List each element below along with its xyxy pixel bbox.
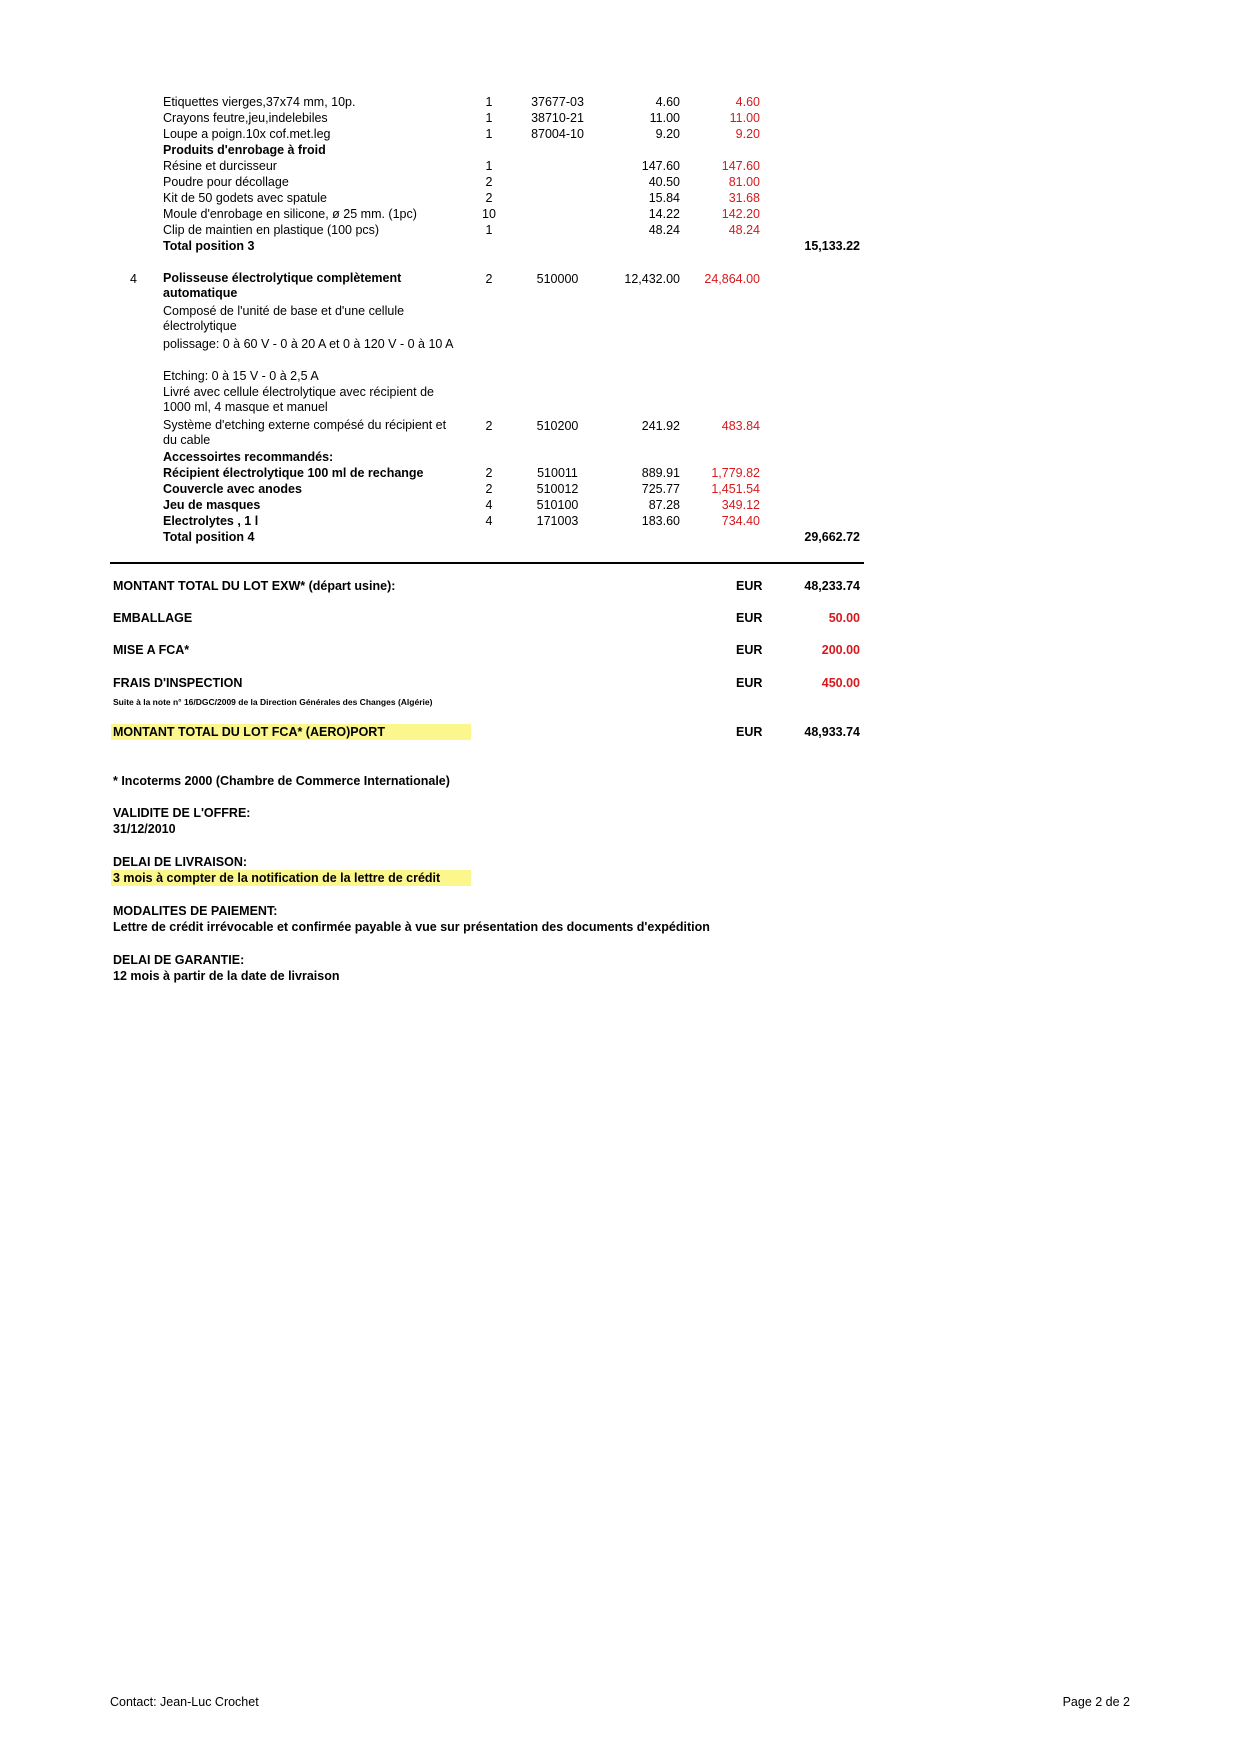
delivery-label: DELAI DE LIVRAISON: [113, 855, 248, 869]
summary-fca-row [0, 642, 1241, 658]
item-row [0, 481, 1241, 497]
item-total: 483.84 [721, 419, 760, 433]
position-description [0, 368, 1241, 384]
section-heading-row [0, 142, 1241, 158]
item-total: 1,451.54 [711, 482, 760, 496]
item-description: Crayons feutre,jeu,indelebiles [163, 111, 328, 125]
position-description [0, 304, 1241, 336]
item-description: Récipient électrolytique 100 ml de rechange [163, 466, 424, 480]
position-total-value: 15,133.22 [804, 239, 860, 253]
item-total: 31.68 [728, 191, 760, 205]
item-description: Système d'etching externe compésé du récipient et du cable [163, 418, 447, 447]
item-unit-price: 4.60 [655, 95, 680, 109]
item-total: 147.60 [721, 159, 760, 173]
summary-label: EMBALLAGE [113, 611, 193, 625]
item-description: Jeu de masques [163, 498, 261, 512]
position-title: Polisseuse électrolytique complètement automatique [163, 271, 402, 300]
item-unit-price: 9.20 [655, 127, 680, 141]
item-reference: 38710-21 [531, 111, 584, 125]
item-row [0, 513, 1241, 529]
inspection-note: Suite à la note n° 16/DGC/2009 de la Direction Générales des Changes (Algérie) [113, 697, 433, 707]
item-total: 142.20 [721, 207, 760, 221]
item-reference: 510000 [536, 272, 579, 286]
item-description: Résine et durcisseur [163, 159, 277, 173]
position-total-value: 29,662.72 [804, 530, 860, 544]
item-description: Couvercle avec anodes [163, 482, 302, 496]
item-row [0, 158, 1241, 174]
position-number: 4 [130, 272, 137, 286]
item-quantity: 1 [485, 223, 493, 237]
item-row [0, 222, 1241, 238]
description-line: polissage: 0 à 60 V - 0 à 20 A et 0 à 120 V - 0 à 10 A [163, 337, 454, 351]
item-description: Electrolytes , 1 l [163, 514, 259, 528]
validity-value: 31/12/2010 [113, 822, 176, 836]
divider [110, 562, 864, 564]
item-total: 1,779.82 [711, 466, 760, 480]
item-row [0, 465, 1241, 481]
item-reference: 87004-10 [531, 127, 584, 141]
item-unit-price: 12,432.00 [624, 272, 680, 286]
item-row [0, 126, 1241, 142]
item-unit-price: 183.60 [641, 514, 680, 528]
summary-inspection-row [0, 675, 1241, 691]
item-reference: 37677-03 [531, 95, 584, 109]
validity-label: VALIDITE DE L'OFFRE: [113, 806, 251, 820]
summary-amount: 48,233.74 [804, 579, 860, 593]
item-unit-price: 15.84 [648, 191, 680, 205]
item-unit-price: 889.91 [641, 466, 680, 480]
summary-label: FRAIS D'INSPECTION [113, 676, 243, 690]
summary-label: MONTANT TOTAL DU LOT FCA* (AERO)PORT [111, 724, 471, 740]
item-row [0, 94, 1241, 110]
item-unit-price: 241.92 [641, 419, 680, 433]
item-total: 48.24 [728, 223, 760, 237]
item-reference: 510100 [536, 498, 579, 512]
summary-amount: 50.00 [828, 611, 860, 625]
summary-currency: EUR [736, 725, 763, 739]
item-quantity: 2 [485, 175, 493, 189]
summary-amount: 48,933.74 [804, 725, 860, 739]
item-total: 24,864.00 [704, 272, 760, 286]
item-quantity: 1 [485, 159, 493, 173]
item-description: Loupe a poign.10x cof.met.leg [163, 127, 331, 141]
item-row [0, 497, 1241, 513]
payment-label: MODALITES DE PAIEMENT: [113, 904, 278, 918]
item-row [0, 190, 1241, 206]
item-quantity: 2 [485, 191, 493, 205]
summary-label: MISE A FCA* [113, 643, 190, 657]
payment-value: Lettre de crédit irrévocable et confirmée payable à vue sur présentation des documents d'expédition [113, 920, 710, 934]
item-quantity: 1 [485, 111, 493, 125]
item-unit-price: 725.77 [641, 482, 680, 496]
item-reference: 171003 [536, 514, 579, 528]
summary-currency: EUR [736, 676, 763, 690]
section-heading-row [0, 449, 1241, 465]
item-quantity: 2 [485, 419, 493, 433]
position-header-row [0, 271, 1241, 303]
summary-total-fca-row [0, 724, 1241, 740]
footer-page-number: Page 2 de 2 [1062, 1695, 1130, 1709]
summary-amount: 450.00 [821, 676, 860, 690]
description-line: Livré avec cellule électrolytique avec récipient de 1000 ml, 4 masque et manuel [163, 385, 434, 414]
item-description: Poudre pour décollage [163, 175, 289, 189]
item-total: 11.00 [729, 111, 760, 125]
item-quantity: 2 [485, 272, 493, 286]
position-total-label: Total position 4 [163, 530, 255, 544]
position-total-row [0, 238, 1241, 254]
section-heading: Accessoirtes recommandés: [163, 450, 334, 464]
item-row [0, 174, 1241, 190]
delivery-value: 3 mois à compter de la notification de la lettre de crédit [111, 870, 471, 886]
item-row [0, 110, 1241, 126]
summary-amount: 200.00 [821, 643, 860, 657]
footer-contact: Contact: Jean-Luc Crochet [110, 1695, 259, 1709]
item-quantity: 1 [485, 95, 493, 109]
item-row [0, 418, 1241, 450]
item-description: Etiquettes vierges,37x74 mm, 10p. [163, 95, 356, 109]
description-line: Composé de l'unité de base et d'une cellule électrolytique [163, 304, 405, 333]
item-total: 4.60 [735, 95, 760, 109]
item-quantity: 4 [485, 514, 493, 528]
summary-currency: EUR [736, 579, 763, 593]
item-unit-price: 40.50 [648, 175, 680, 189]
summary-packaging-row [0, 610, 1241, 626]
item-quantity: 10 [482, 207, 496, 221]
incoterms-note: * Incoterms 2000 (Chambre de Commerce Internationale) [113, 774, 450, 788]
position-description [0, 336, 1241, 352]
item-unit-price: 48.24 [648, 223, 680, 237]
item-quantity: 2 [485, 466, 493, 480]
item-description: Kit de 50 godets avec spatule [163, 191, 328, 205]
item-row [0, 206, 1241, 222]
item-total: 81.00 [728, 175, 760, 189]
item-description: Clip de maintien en plastique (100 pcs) [163, 223, 380, 237]
item-reference: 510012 [536, 482, 579, 496]
item-total: 734.40 [721, 514, 760, 528]
item-reference: 510200 [536, 419, 579, 433]
summary-currency: EUR [736, 611, 763, 625]
summary-currency: EUR [736, 643, 763, 657]
item-description: Moule d'enrobage en silicone, ø 25 mm. (1pc) [163, 207, 417, 221]
summary-label: MONTANT TOTAL DU LOT EXW* (départ usine): [113, 579, 396, 593]
summary-exw-row [0, 578, 1241, 594]
item-unit-price: 87.28 [648, 498, 680, 512]
item-reference: 510011 [537, 466, 578, 480]
item-total: 349.12 [721, 498, 760, 512]
position-total-row [0, 529, 1241, 545]
warranty-value: 12 mois à partir de la date de livraison [113, 969, 340, 983]
section-heading: Produits d'enrobage à froid [163, 143, 326, 157]
item-quantity: 2 [485, 482, 493, 496]
item-total: 9.20 [735, 127, 760, 141]
item-unit-price: 11.00 [649, 111, 680, 125]
position-description [0, 385, 1241, 417]
item-unit-price: 14.22 [648, 207, 680, 221]
description-line: Etching: 0 à 15 V - 0 à 2,5 A [163, 369, 319, 383]
item-quantity: 1 [485, 127, 493, 141]
item-unit-price: 147.60 [641, 159, 680, 173]
warranty-label: DELAI DE GARANTIE: [113, 953, 245, 967]
position-total-label: Total position 3 [163, 239, 255, 253]
item-quantity: 4 [485, 498, 493, 512]
